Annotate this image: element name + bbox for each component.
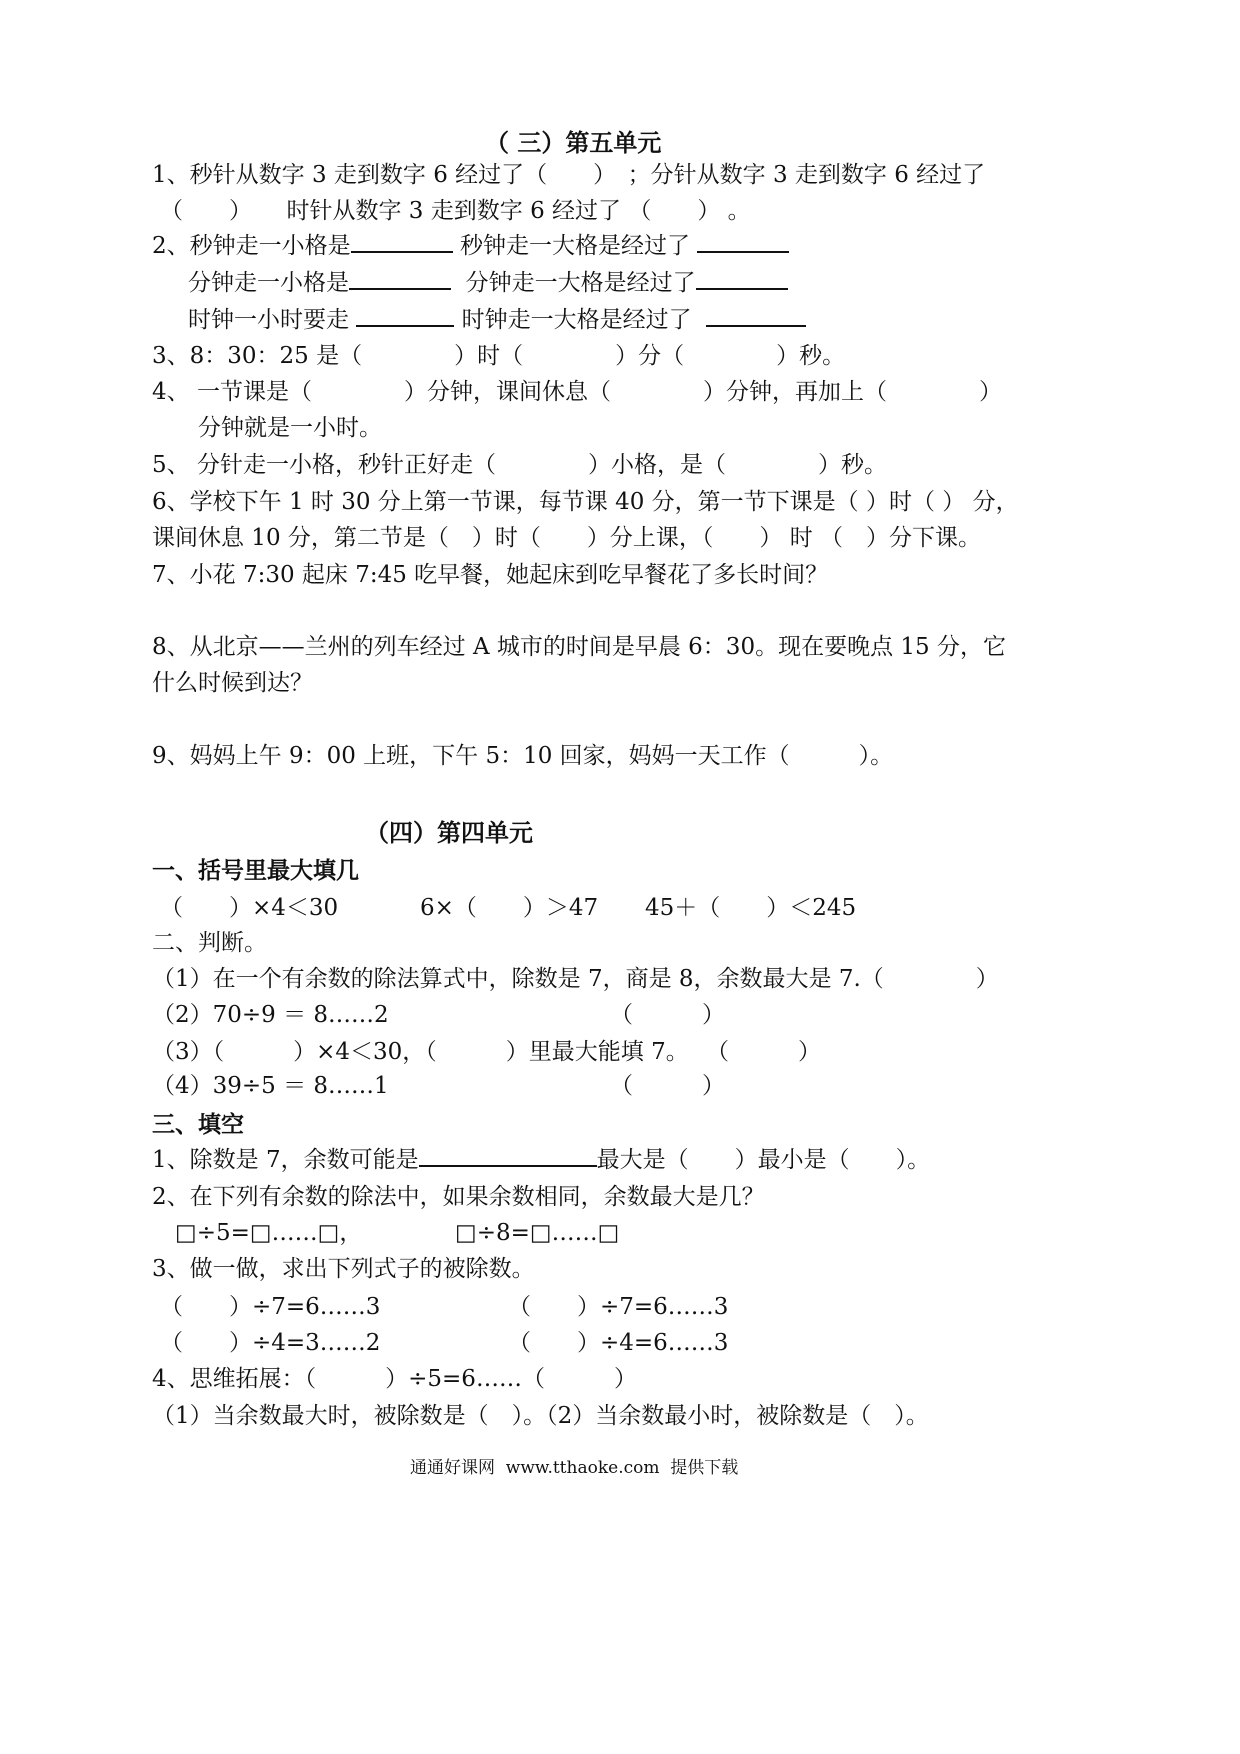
fill-item-4-sub: （1）当余数最大时，被除数是（ ）。（2）当余数最小时，被除数是（ ）。 xyxy=(152,1403,929,1429)
question-1-line2: （ ） 时针从数字 3 走到数字 6 经过了 （ ） 。 xyxy=(160,198,751,224)
blank-line xyxy=(419,1145,597,1167)
question-6-line1: 6、学校下午 1 时 30 分上第一节课，每节课 40 分，第一节下课是（ ）时（ ） 分， xyxy=(152,489,1019,515)
question-7: 7、小花 7:30 起床 7:45 吃早餐，她起床到吃早餐花了多长时间？ xyxy=(152,562,829,588)
judge-item-1: （1）在一个有余数的除法算式中，除数是 7，商是 8，余数最大是 7.（ ） xyxy=(152,966,999,992)
section-title-unit5: （ 三）第五单元 xyxy=(485,128,662,157)
question-4-line2: 分钟就是一小时。 xyxy=(198,415,382,441)
question-4-line1: 4、 一节课是（ ）分钟，课间休息（ ）分钟，再加上（ ） xyxy=(152,379,1002,405)
question-2-line1: 2、秒钟走一小格是 秒钟走一大格是经过了 xyxy=(152,231,789,261)
question-3: 3、8：30：25 是（ ）时（ ）分（ ）秒。 xyxy=(152,343,846,369)
footer-text: 通通好课网 www.tthaoke.com 提供下载 xyxy=(410,1458,739,1478)
fill-item-3-eq: （ ）÷4=3……2 xyxy=(160,1330,381,1356)
blank-line xyxy=(349,268,451,290)
question-6-line2: 课间休息 10 分，第二节是（ ）时（ ）分上课，（ ） 时 （ ）分下课。 xyxy=(152,525,982,551)
question-1-line1: 1、秒针从数字 3 走到数字 6 经过了（ ） ；分针从数字 3 走到数字 6 经过了 xyxy=(152,162,986,188)
judge-item-2: （2）70÷9 ＝ 8……2 xyxy=(152,1002,389,1028)
fill-item-2-left: □÷5=□……□， xyxy=(175,1220,363,1246)
subsection-1-item: 6×（ ）＞47 xyxy=(420,895,599,921)
blank-line xyxy=(356,305,454,327)
blank-line xyxy=(351,231,453,253)
question-8-line1: 8、从北京——兰州的列车经过 A 城市的时间是早晨 6：30。现在要晚点 15 分，它 xyxy=(152,634,1006,660)
subsection-1-item: （ ）×4＜30 xyxy=(160,895,339,921)
subsection-1-item: 45＋（ ）＜245 xyxy=(645,895,857,921)
judge-item-3: （3）（ ）×4＜30，（ ）里最大能填 7。 xyxy=(152,1039,689,1065)
question-2-line2: 分钟走一小格是 分钟走一大格是经过了 xyxy=(188,268,788,298)
blank-line xyxy=(706,305,806,327)
fill-item-2: 2、在下列有余数的除法中，如果余数相同，余数最大是几？ xyxy=(152,1184,765,1210)
fill-item-2-right: □÷8=□……□ xyxy=(455,1220,620,1246)
section-title-unit4: （四）第四单元 xyxy=(365,818,533,847)
subsection-2-title: 二、判断。 xyxy=(152,930,267,956)
fill-item-4: 4、思维拓展：（ ）÷5=6……（ ） xyxy=(152,1366,637,1392)
judge-item-4-bracket: （ ） xyxy=(610,1073,725,1099)
judge-item-4: （4）39÷5 ＝ 8……1 xyxy=(152,1073,389,1099)
judge-item-3-bracket: （ ） xyxy=(706,1039,821,1065)
subsection-1-title: 一、括号里最大填几 xyxy=(152,857,359,884)
subsection-3-title: 三、填空 xyxy=(152,1111,244,1138)
fill-item-3-eq: （ ）÷7=6……3 xyxy=(160,1294,381,1320)
question-2-line3: 时钟一小时要走 时钟走一大格是经过了 xyxy=(188,305,806,335)
fill-item-1: 1、除数是 7，余数可能是 最大是（ ）最小是（ ）。 xyxy=(152,1147,931,1173)
fill-item-3: 3、做一做，求出下列式子的被除数。 xyxy=(152,1256,535,1282)
blank-line xyxy=(696,268,788,290)
fill-item-3-eq: （ ）÷4=6……3 xyxy=(508,1330,729,1356)
question-8-line2: 什么时候到达？ xyxy=(152,670,313,696)
fill-item-3-eq: （ ）÷7=6……3 xyxy=(508,1294,729,1320)
blank-line xyxy=(697,231,789,253)
judge-item-2-bracket: （ ） xyxy=(610,1002,725,1028)
question-5: 5、 分针走一小格，秒针正好走（ ）小格，是（ ）秒。 xyxy=(152,452,887,478)
question-9: 9、妈妈上午 9：00 上班，下午 5：10 回家，妈妈一天工作（ ）。 xyxy=(152,743,894,769)
